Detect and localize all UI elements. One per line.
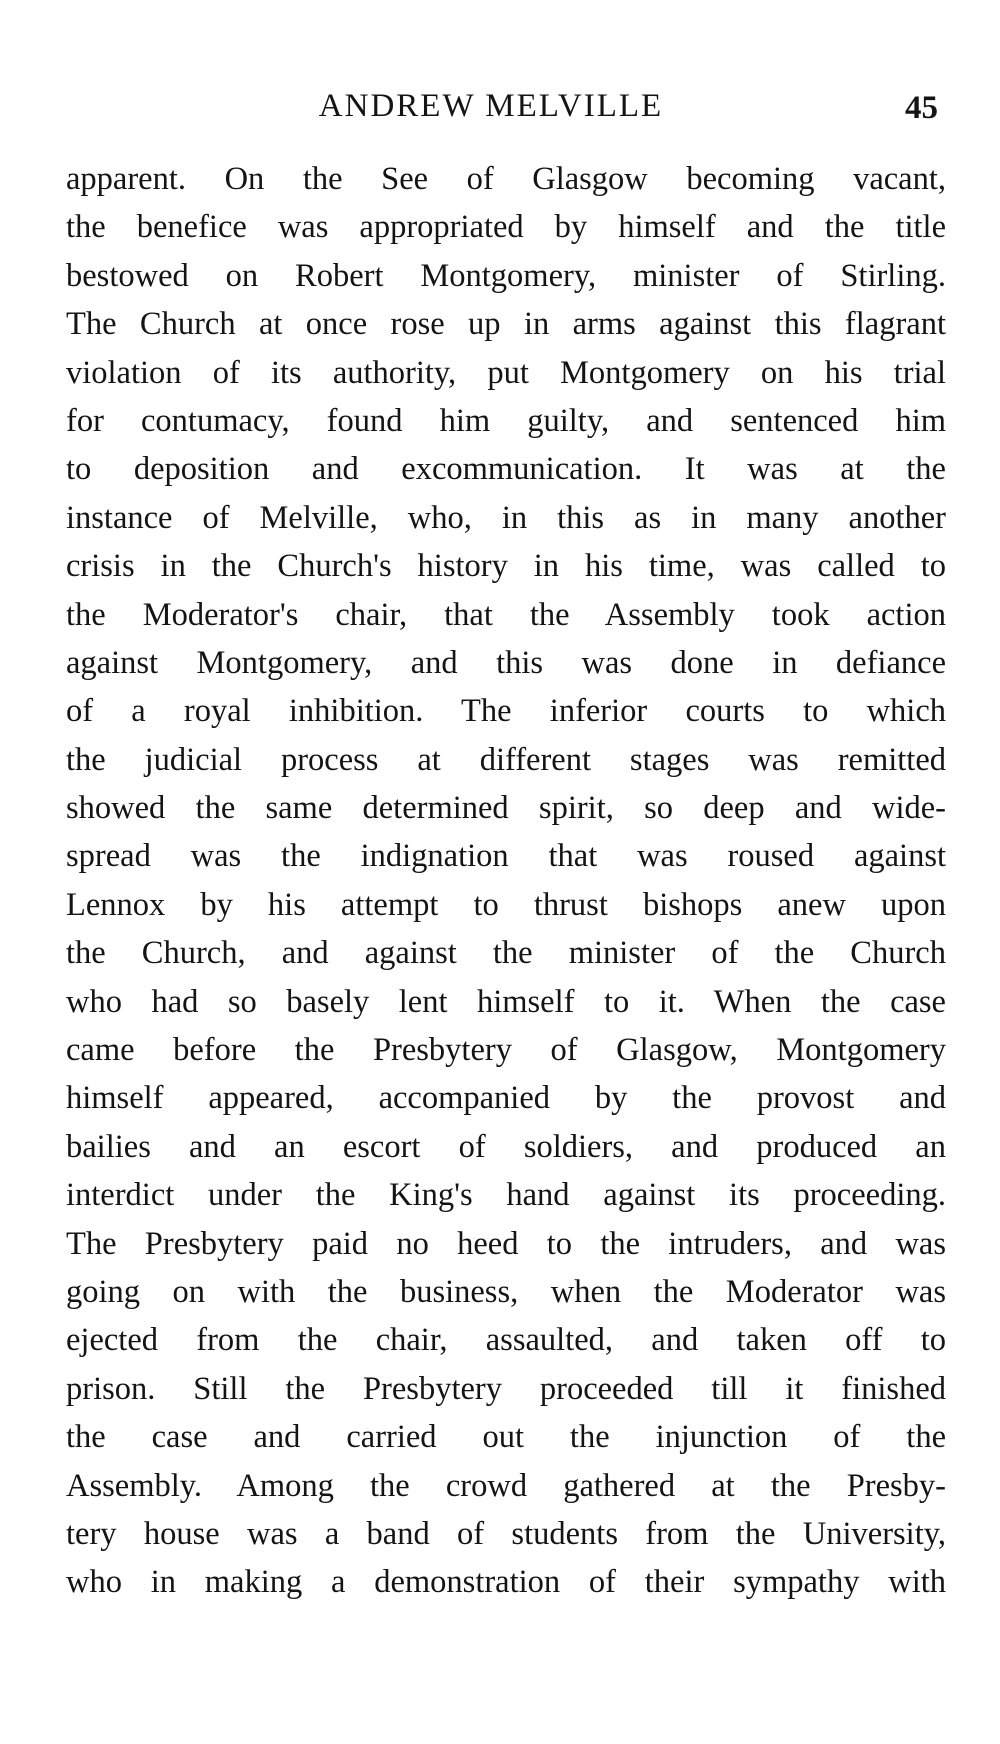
running-title: ANDREW MELVILLE	[318, 88, 664, 124]
text-line: going on with the business, when the Moderator was	[66, 1273, 946, 1310]
text-line: the judicial process at different stages was remitted	[66, 741, 946, 778]
body-text	[66, 155, 946, 1607]
text-line: who had so basely lent himself to it. When the case	[66, 983, 946, 1020]
text-line: for contumacy, found him guilty, and sentenced him	[66, 402, 946, 439]
text-line: himself appeared, accompanied by the provost and	[66, 1080, 946, 1117]
text-line: The Presbytery paid no heed to the intruders, and was	[66, 1225, 946, 1262]
text-line: the Moderator's chair, that the Assembly took action	[66, 596, 946, 633]
text-line: the case and carried out the injunction of the	[66, 1419, 946, 1456]
text-line: showed the same determined spirit, so deep and wide-	[66, 790, 946, 827]
page-number: 45	[905, 90, 938, 126]
text-line: interdict under the King's hand against its proceeding.	[66, 1177, 946, 1214]
text-line: prison. Still the Presbytery proceeded till it finished	[66, 1370, 946, 1407]
text-line: to deposition and excommunication. It was at the	[66, 451, 946, 488]
text-line: instance of Melville, who, in this as in many another	[66, 499, 946, 536]
text-line: violation of its authority, put Montgomery on his trial	[66, 354, 946, 391]
text-line: crisis in the Church's history in his time, was called to	[66, 548, 946, 585]
running-head	[66, 86, 946, 126]
text-line: tery house was a band of students from the University,	[66, 1515, 946, 1552]
text-line: The Church at once rose up in arms against this flagrant	[66, 306, 946, 343]
text-line: bestowed on Robert Montgomery, minister of Stirling.	[66, 257, 946, 294]
text-line: came before the Presbytery of Glasgow, Montgomery	[66, 1032, 946, 1069]
text-line: bailies and an escort of soldiers, and produced an	[66, 1128, 946, 1165]
text-line: apparent. On the See of Glasgow becoming vacant,	[66, 161, 946, 197]
text-line: Assembly. Among the crowd gathered at the Presby-	[66, 1467, 946, 1504]
text-line: the benefice was appropriated by himself and the title	[66, 209, 946, 246]
text-line: against Montgomery, and this was done in defiance	[66, 644, 946, 681]
text-line: the Church, and against the minister of the Church	[66, 935, 946, 972]
text-line: spread was the indignation that was roused against	[66, 838, 946, 875]
text-line: of a royal inhibition. The inferior courts to which	[66, 693, 946, 730]
text-line: ejected from the chair, assaulted, and taken off to	[66, 1322, 946, 1359]
text-line: who in making a demonstration of their sympathy with	[66, 1564, 946, 1601]
text-line: Lennox by his attempt to thrust bishops anew upon	[66, 886, 946, 923]
